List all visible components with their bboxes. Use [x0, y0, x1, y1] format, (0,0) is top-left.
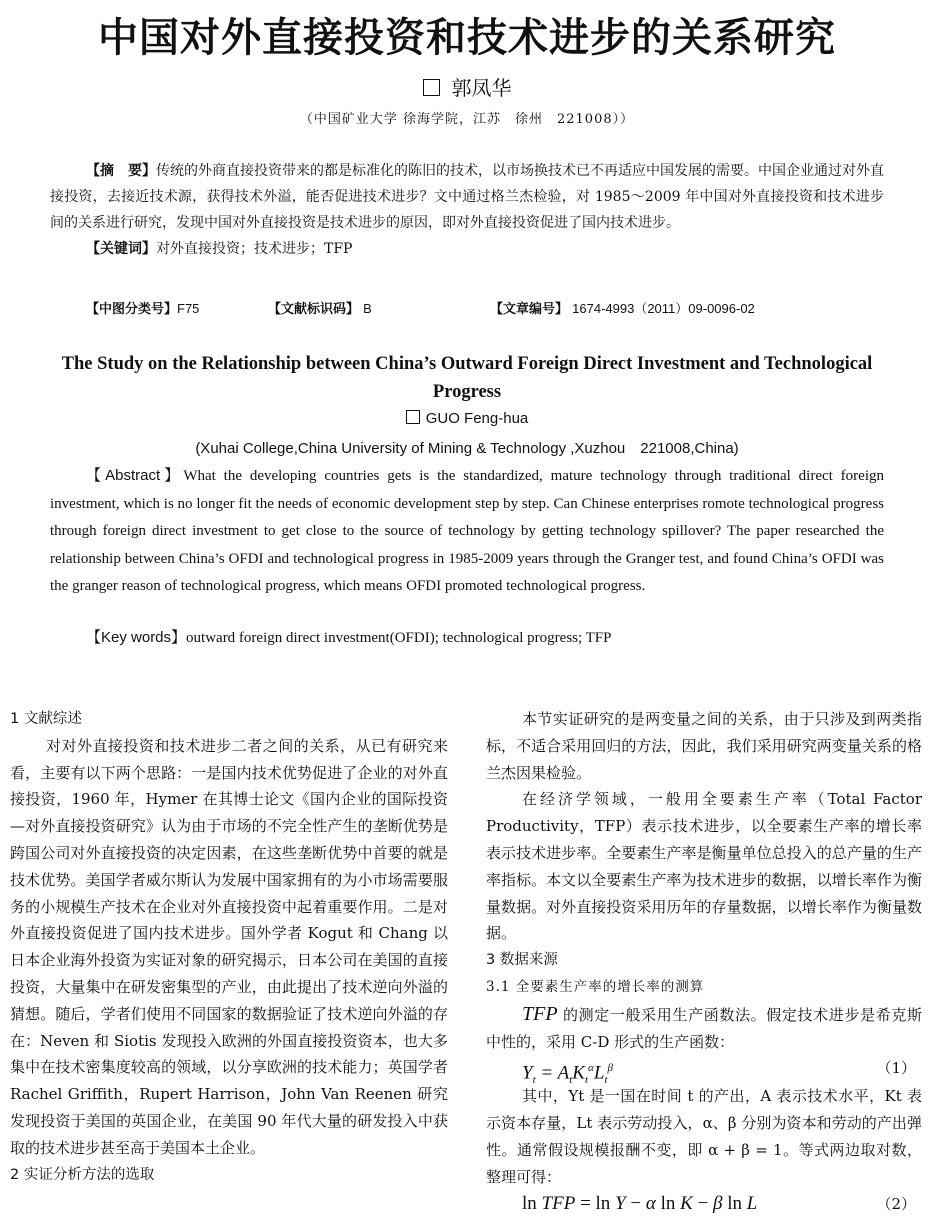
article-no-value: 1674-4993（2011）09-0096-02 — [572, 301, 755, 316]
section-3-1-heading: 3.1 全要素生产率的增长率的测算 — [486, 978, 705, 995]
doc-code-value: B — [363, 301, 372, 316]
abstract-cn-label: 【摘 要】 — [86, 163, 156, 179]
author-name: 郭凤华 — [451, 76, 512, 100]
left-column — [10, 706, 448, 1188]
keywords-cn: 对外直接投资；技术进步；TFP — [156, 241, 353, 257]
english-affiliation: (Xuhai College,China University of Mining & Technology ,Xuzhou 221008,China) — [195, 440, 739, 457]
doc-code — [268, 298, 372, 317]
section-2-heading: 2 实证分析方法的选取 — [10, 1166, 155, 1183]
abstract-cn — [50, 158, 884, 262]
section-1-heading: 1 文献综述 — [10, 711, 82, 727]
english-author: GUO Feng-hua — [425, 410, 529, 427]
tfp-variable: TFP — [522, 1002, 558, 1025]
equation-2-formula: ln TFP = ln Y − α ln K − β ln L — [522, 1192, 758, 1214]
clc-label: 【中图分类号】 — [86, 302, 178, 317]
equation-1 — [486, 1055, 922, 1087]
english-title: The Study on the Relationship between China’s Outward Foreign Direct Investment and Technological Progress — [61, 354, 873, 402]
abstract-en-text: What the developing countries gets is the standardized, mature technology through traditional direct foreign investment, which is no longer fit the needs of economic development step by step. Can Chinese enterprises romote technological progress through foreign direct investment to get close to the source of technology by getting technology spillover? The paper researched the relationship between China’s OFDI and technological progress in 1985-2009 years through the Granger test, and found China’s OFDI was the granger reason of technological progress, which means OFDI promoted technological progress. — [50, 468, 884, 594]
checkbox-icon — [423, 79, 440, 96]
paper-title: 中国对外直接投资和技术进步的关系研究 — [98, 14, 836, 61]
affiliation: （中国矿业大学 徐海学院，江苏 徐州 221008）） — [299, 112, 635, 127]
equation-2-number: （2） — [876, 1194, 916, 1213]
equation-2 — [486, 1191, 922, 1219]
article-no-label: 【文章编号】 — [490, 302, 569, 317]
checkbox-icon — [406, 410, 420, 424]
section-3-1-paragraph-1-text: 的测定一般采用生产函数法。假定技术进步是希克斯中性的，采用 C-D 形式的生产函数： — [486, 1005, 922, 1051]
doc-code-label: 【文献标识码】 — [268, 302, 360, 317]
section-3-1-paragraph-1 — [486, 1001, 922, 1056]
keywords-en-line — [86, 626, 612, 647]
section-1-paragraph: 对对外直接投资和技术进步二者之间的关系，从已有研究来看，主要有以下两个思路：一是国内技术优势促进了企业的对外直接投资，1960 年，Hymer 在其博士论文《国内企业的国际投资—对外直接投资研究》认为由于市场的不完全性产生的垄断优势是跨国公司对外直接投资的决定因素，在这些垄断优势中首要的就是技术优势。美国学者威尔斯认为发展中国家拥有的为小市场需要服务的小规模生产技术在企业对外直接投资中起着重要作用。二是对外直接投资促进了国内技术进步。国外学者 Kogut 和 Chang 以日本企业海外投资为实证对象的研究揭示，日本公司在美国的直接投资，大量集中在研发密集型的产业，由此提出了技术逆向外溢的猜想。随后，学者们使用不同国家的数据验证了技术逆向外溢的存在：Neven 和 Siotis 发现投入欧洲的外国直接投资资本，也大多集中在技术密集度较高的领域，以分享欧洲的技术能力；英国学者 Rachel Griffith，Rupert Harrison，John Van Reenen 研究发现投资于美国的英国企业，在美国 90 年代大量的研发投入中获取的技术进步甚至高于美国本土企业。 — [10, 736, 448, 1157]
clc — [86, 298, 199, 317]
section-3-heading: 3 数据来源 — [486, 952, 558, 969]
author-line — [0, 72, 934, 101]
keywords-en: outward foreign direct investment(OFDI); technological progress; TFP — [186, 630, 612, 646]
abstract-cn-text: 传统的外商直接投资带来的都是标准化的陈旧的技术，以市场换技术已不再适应中国发展的需要。中国企业通过对外直接投资，去接近技术源，获得技术外溢，能否促进技术进步？文中通过格兰杰检验，对 1985～2009 年中国对外直接投资和技术进步间的关系进行研究，发现中国对外直接投资是技术进步的原因，即对外直接投资促进了国内技术进步。 — [50, 163, 884, 231]
english-author-line — [0, 410, 934, 427]
keywords-en-label: 【Key words】 — [86, 629, 187, 646]
abstract-en-label: 【Abstract】 — [86, 467, 184, 484]
right-column — [486, 706, 922, 1219]
section-2-paragraph-2: 在经济学领域，一般用全要素生产率（Total Factor Productivity，TFP）表示技术进步，以全要素生产率的增长率表示技术进步率。全要素生产率是衡量单位总投入的总产量的生产率指标。本文以全要素生产率为技术进步的数据，以增长率作为衡量数据。对外直接投资采用历年的存量数据，以增长率作为衡量数据。 — [486, 790, 922, 943]
clc-value: F75 — [177, 301, 200, 316]
abstract-en — [50, 462, 884, 601]
section-2-paragraph-1: 本节实证研究的是两变量之间的关系，由于只涉及到两类指标，不适合采用回归的方法，因此，我们采用研究两变量关系的格兰杰因果检验。 — [486, 710, 922, 782]
equation-1-number: （1） — [876, 1059, 916, 1078]
article-no — [490, 298, 755, 317]
equation-1-formula: $Y_t = A_tK_t^\alpha L_t^\beta$ — [522, 1062, 613, 1087]
keywords-cn-label: 【关键词】 — [86, 241, 156, 257]
section-3-1-paragraph-2: 其中，Yt 是一国在时间 t 的产出，A 表示技术水平，Kt 表示资本存量，Lt 表示劳动投入，α、β 分别为资本和劳动的产出弹性。通常假设规模报酬不变，即 α + β = 1。等式两边取对数，整理可得： — [486, 1087, 922, 1186]
